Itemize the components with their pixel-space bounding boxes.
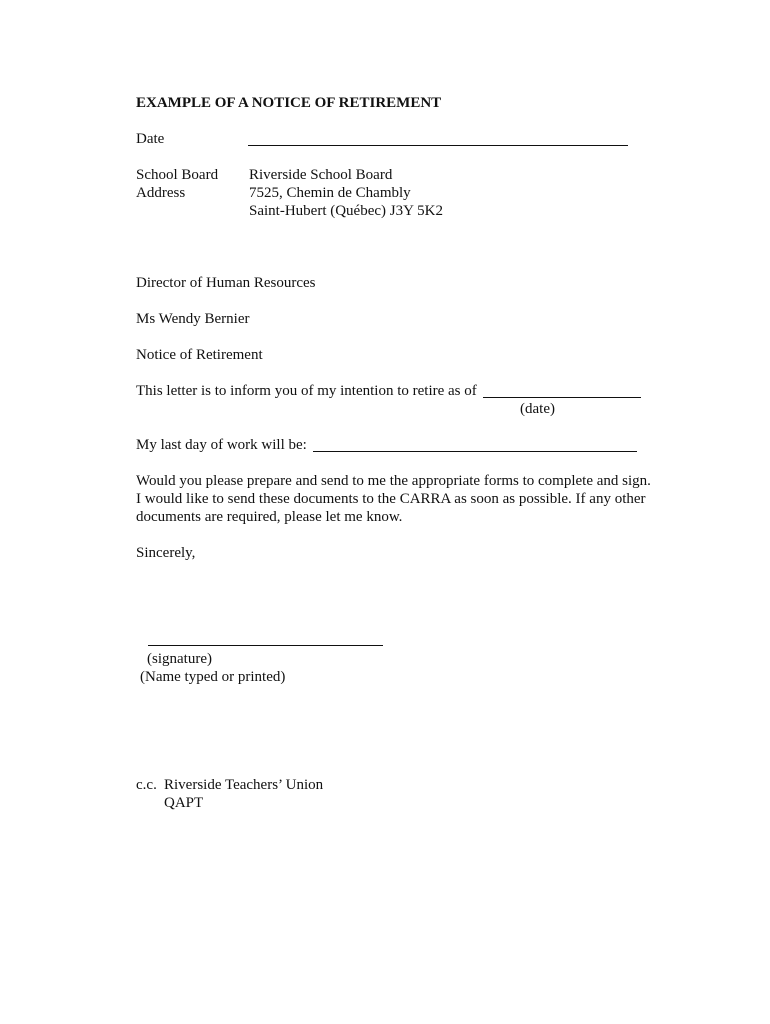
cc-recipient-1: Riverside Teachers’ Union bbox=[164, 777, 324, 793]
signature-line[interactable] bbox=[148, 645, 383, 646]
signature-caption: (signature) bbox=[147, 651, 212, 667]
date-label: Date bbox=[136, 131, 165, 147]
last-day-blank-line[interactable] bbox=[313, 451, 637, 452]
subject-line: Notice of Retirement bbox=[136, 347, 263, 363]
date-caption: (date) bbox=[520, 401, 555, 417]
document-title: EXAMPLE OF A NOTICE OF RETIREMENT bbox=[136, 95, 442, 111]
body-line-2: I would like to send these documents to the CARRA as soon as possible. If any other bbox=[136, 491, 646, 507]
last-day-label: My last day of work will be: bbox=[136, 437, 307, 453]
recipient-name: Ms Wendy Bernier bbox=[136, 311, 250, 327]
date-blank-line[interactable] bbox=[248, 145, 628, 146]
recipient-title: Director of Human Resources bbox=[136, 275, 316, 291]
intent-sentence: This letter is to inform you of my intention to retire as of bbox=[136, 383, 477, 399]
name-caption: (Name typed or printed) bbox=[140, 669, 286, 685]
address-line-2: Saint-Hubert (Québec) J3Y 5K2 bbox=[249, 203, 443, 219]
retirement-date-blank-line[interactable] bbox=[483, 397, 641, 398]
cc-label: c.c. bbox=[136, 777, 157, 793]
school-board-name: Riverside School Board bbox=[249, 167, 393, 183]
school-board-label: School Board bbox=[136, 167, 219, 183]
body-line-3: documents are required, please let me know. bbox=[136, 509, 403, 525]
closing: Sincerely, bbox=[136, 545, 196, 561]
address-line-1: 7525, Chemin de Chambly bbox=[249, 185, 411, 201]
cc-recipient-2: QAPT bbox=[164, 795, 204, 811]
body-line-1: Would you please prepare and send to me the appropriate forms to complete and sign. bbox=[136, 473, 651, 489]
address-label: Address bbox=[136, 185, 186, 201]
